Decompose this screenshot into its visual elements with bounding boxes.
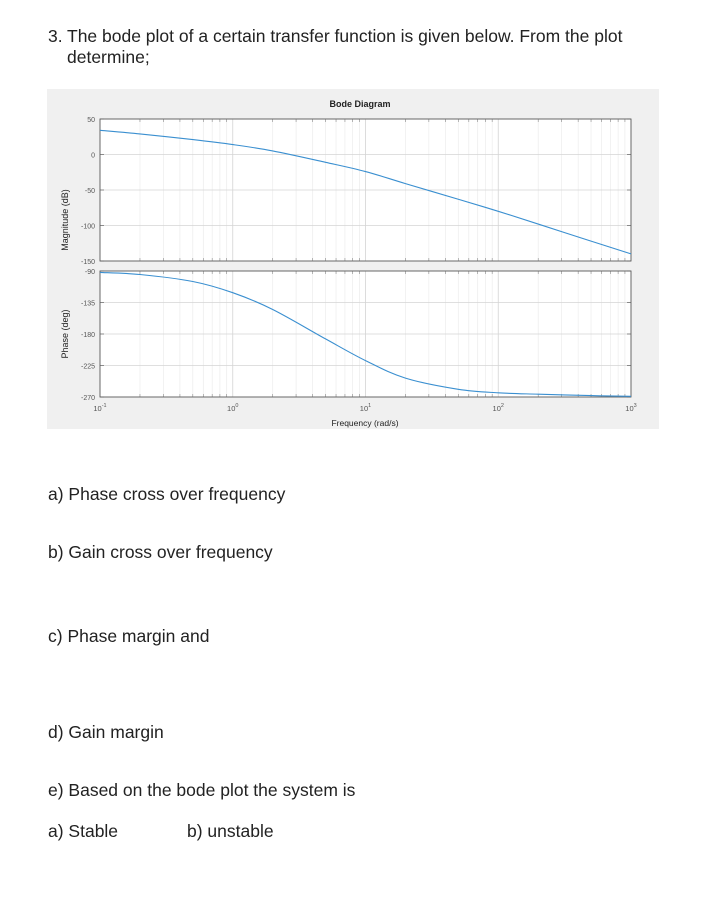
bode-plot [47,89,659,429]
magnitude-y-tick-label: -50 [84,188,95,195]
x-tick-label: $10^2$ [492,403,504,413]
x-tick-label: $10^3$ [625,403,637,413]
phase-y-tick-label: -180 [80,332,95,339]
question-text: The bode plot of a certain transfer function is given below. From the plot determine; [67,26,623,67]
magnitude-y-tick-label: 50 [87,117,95,124]
magnitude-axis-label: Magnitude (dB) [60,189,70,251]
magnitude-y-tick-label: -150 [80,259,95,266]
question-heading [48,26,688,68]
phase-y-tick-label: -90 [84,269,95,276]
bode-figure [47,89,659,429]
phase-y-tick-label: -135 [80,300,95,308]
phase-y-tick-label: -225 [80,363,95,371]
item-phase-margin: c) Phase margin and [48,626,210,646]
x-tick-label: $10^{-1}$ [93,403,107,413]
question-number: 3. [48,26,63,46]
item-phase-crossover: a) Phase cross over frequency [48,484,286,504]
chart-title: Bode Diagram [329,99,391,109]
x-tick-label: $10^0$ [227,403,239,413]
phase-axis-label: Phase (deg) [60,309,70,359]
phase-y-tick-label: -270 [80,395,95,402]
item-stability-question: e) Based on the bode plot the system is [48,780,356,800]
item-gain-crossover: b) Gain cross over frequency [48,542,273,562]
choice-unstable: b) unstable [187,821,274,841]
magnitude-y-tick-label: -100 [80,223,95,231]
frequency-axis-label: Frequency (rad/s) [331,418,399,428]
choice-stable: a) Stable [48,821,119,841]
magnitude-y-tick-label: 0 [91,152,95,160]
item-gain-margin: d) Gain margin [48,722,164,742]
x-tick-label: $10^1$ [359,403,372,413]
